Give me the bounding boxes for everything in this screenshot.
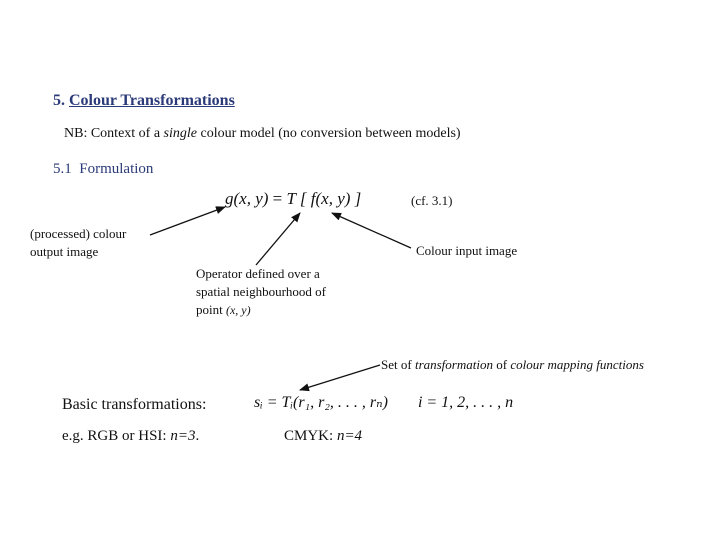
- formula-rhs: [ f(x, y) ]: [295, 189, 362, 208]
- eg-prefix: e.g. RGB or HSI:: [62, 428, 171, 444]
- note-prefix: NB: Context of a: [64, 126, 164, 141]
- basic-formula-range: i = 1, 2, . . . , n: [417, 394, 514, 411]
- operator-arrow: [256, 213, 300, 265]
- output-arrow: [150, 207, 225, 235]
- mapping-arrow: [300, 365, 380, 390]
- section-number: 5.: [53, 92, 65, 109]
- operator-point-coords: (x, y): [225, 303, 251, 317]
- formula-eq: =: [268, 189, 287, 208]
- subsection-number: 5.1: [53, 161, 72, 177]
- operator-label-line-1: Operator defined over a: [196, 266, 320, 281]
- section-title-text: Colour Transformations: [69, 92, 235, 109]
- cmyk-value: n=4: [336, 428, 363, 444]
- cmyk-prefix: CMYK:: [284, 428, 337, 444]
- operator-label-line-2: spatial neighbourhood of: [196, 284, 326, 299]
- set-middle: of: [492, 357, 511, 372]
- formula-reference: (cf. 3.1): [411, 193, 453, 208]
- formula-lhs: g(x, y): [225, 189, 269, 208]
- output-label-line-2: output image: [30, 244, 99, 259]
- operator-point-prefix: point: [196, 302, 226, 317]
- formula-operator: T: [286, 189, 296, 208]
- basic-formula-expression: sᵢ = Tᵢ(r₁, r₂, . . . , rₙ): [254, 394, 388, 411]
- note-emphasis: single: [163, 126, 197, 141]
- set-emphasis-2: colour mapping functions: [510, 357, 644, 372]
- note-suffix: colour model (no conversion between models): [197, 126, 461, 141]
- input-image-label: Colour input image: [416, 243, 518, 258]
- subsection-title-text: Formulation: [79, 161, 154, 177]
- basic-transformations-label: Basic transformations:: [62, 396, 207, 413]
- input-arrow: [332, 213, 411, 248]
- output-label-line-1: (processed) colour: [30, 226, 127, 241]
- eg-suffix: .: [195, 428, 200, 444]
- eg-value: n=3: [170, 428, 196, 444]
- set-emphasis-1: transformation: [414, 357, 493, 372]
- set-prefix: Set of: [381, 357, 415, 372]
